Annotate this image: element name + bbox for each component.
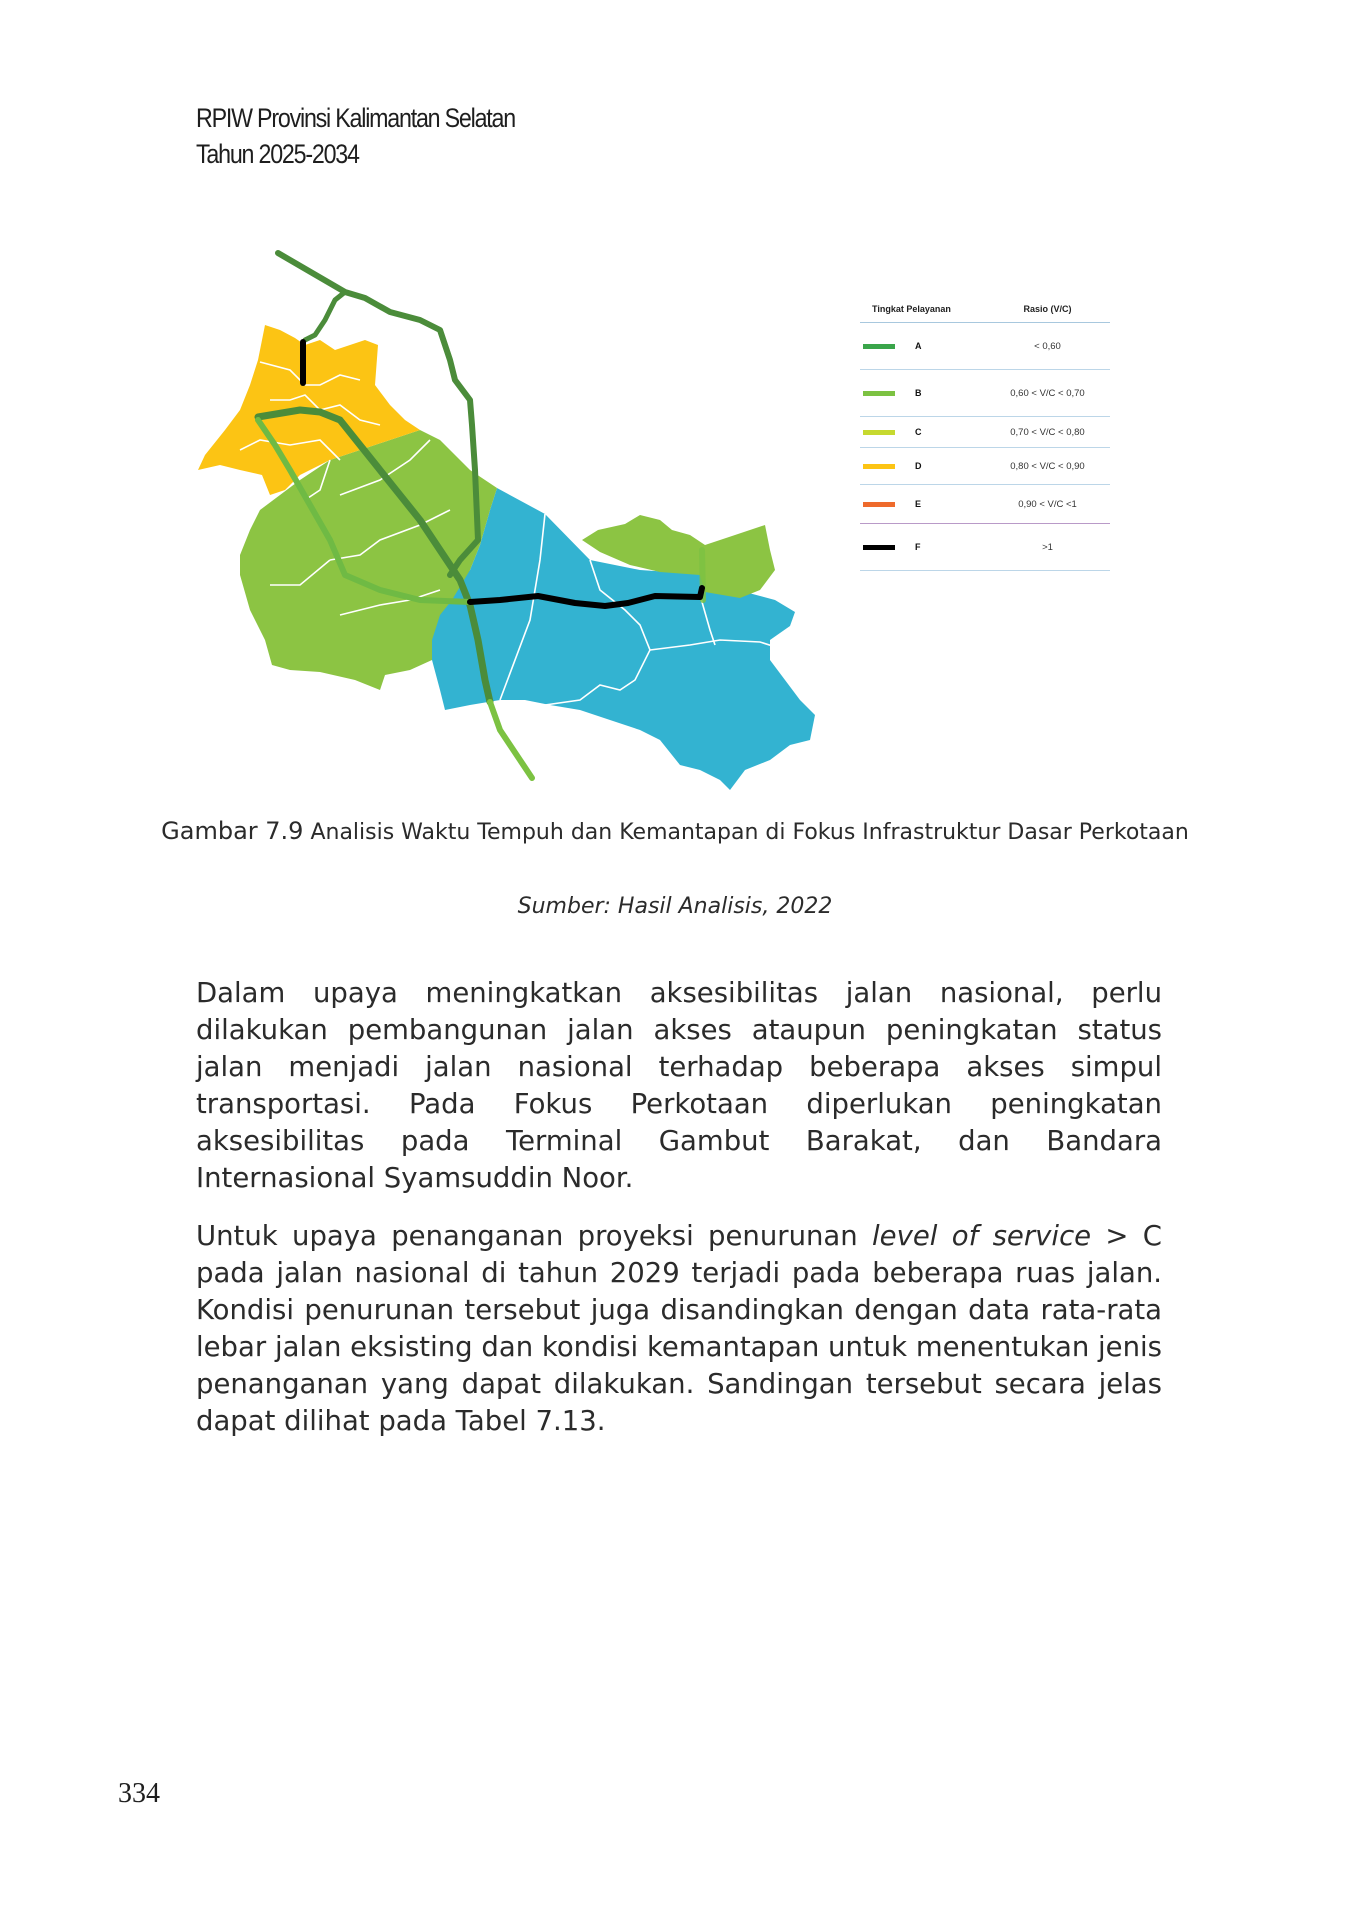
legend-ratio: 0,60 < V/C < 0,70: [1010, 387, 1085, 399]
swatch-a: [863, 344, 895, 349]
swatch-d: [863, 464, 895, 469]
legend-header: [860, 296, 1110, 323]
legend-row-a: [860, 323, 1110, 370]
figure-caption: [160, 818, 1190, 846]
swatch-c: [863, 430, 895, 435]
legend-ratio: 0,70 < V/C < 0,80: [1010, 426, 1085, 438]
figure-number: Gambar 7.9: [161, 817, 304, 845]
legend-row-e: [860, 485, 1110, 524]
legend-row-f: [860, 524, 1110, 571]
legend-level: E: [915, 499, 922, 509]
figure-title: Analisis Waktu Tempuh dan Kemantapan di Fokus Infrastruktur Dasar Perkotaan: [303, 820, 1189, 845]
header-title: RPIW Provinsi Kalimantan Selatan: [196, 103, 515, 133]
road-light-green-south: [490, 702, 532, 778]
running-header: [196, 100, 515, 172]
legend-ratio: >1: [1042, 541, 1053, 553]
legend-ratio: 0,80 < V/C < 0,90: [1010, 460, 1085, 472]
paragraph-2-start: Untuk upaya penanganan proyeksi penurunan: [196, 1219, 873, 1252]
legend-level: A: [915, 341, 922, 351]
legend-header-ratio: Rasio (V/C): [1023, 304, 1072, 314]
swatch-f: [863, 545, 895, 550]
legend-ratio: < 0,60: [1034, 340, 1061, 352]
legend-level: B: [915, 388, 922, 398]
swatch-e: [863, 502, 895, 507]
legend-row-d: [860, 448, 1110, 485]
page-number: 334: [118, 1778, 160, 1809]
body-paragraph-1: Dalam upaya meningkatkan aksesibilitas jalan nasional, perlu dilakukan pembangunan jalan akses ataupun peningkatan status jalan menjadi jalan nasional terhadap beberapa akses simpul transportasi. Pada Fokus Perkotaan diperlukan peningkatan aksesibilitas pada Terminal Gambut Barakat, dan Bandara Internasional Syamsuddin Noor.: [196, 976, 1162, 1194]
swatch-b: [863, 391, 895, 396]
paragraph-2-end: > C pada jalan nasional di tahun 2029 terjadi pada beberapa ruas jalan. Kondisi penurunan tersebut juga disandingkan dengan data rata-rata lebar jalan eksisting dan kondisi kemantapan untuk menentukan jenis penanganan yang dapat dilakukan. Sandingan tersebut secara jelas dapat dilihat pada Tabel 7.13.: [196, 1219, 1163, 1437]
road-dark-green-spur: [305, 292, 345, 340]
legend-level: D: [915, 461, 922, 471]
legend-row-c: [860, 417, 1110, 448]
figure-source: Sumber: Hasil Analisis, 2022: [517, 894, 833, 919]
paragraph-2-italic-term: level of service: [872, 1219, 1092, 1252]
header-subtitle: Tahun 2025-2034: [196, 139, 359, 169]
legend-ratio: 0,90 < V/C <1: [1018, 498, 1077, 510]
level-of-service-map: [190, 240, 840, 800]
legend-level: F: [915, 542, 921, 552]
map-legend: [860, 296, 1110, 571]
legend-row-b: [860, 370, 1110, 417]
legend-header-level: Tingkat Pelayanan: [872, 304, 951, 314]
figure-7-9: [190, 240, 1140, 800]
legend-level: C: [915, 427, 922, 437]
body-paragraph-2: [196, 1218, 1162, 1440]
